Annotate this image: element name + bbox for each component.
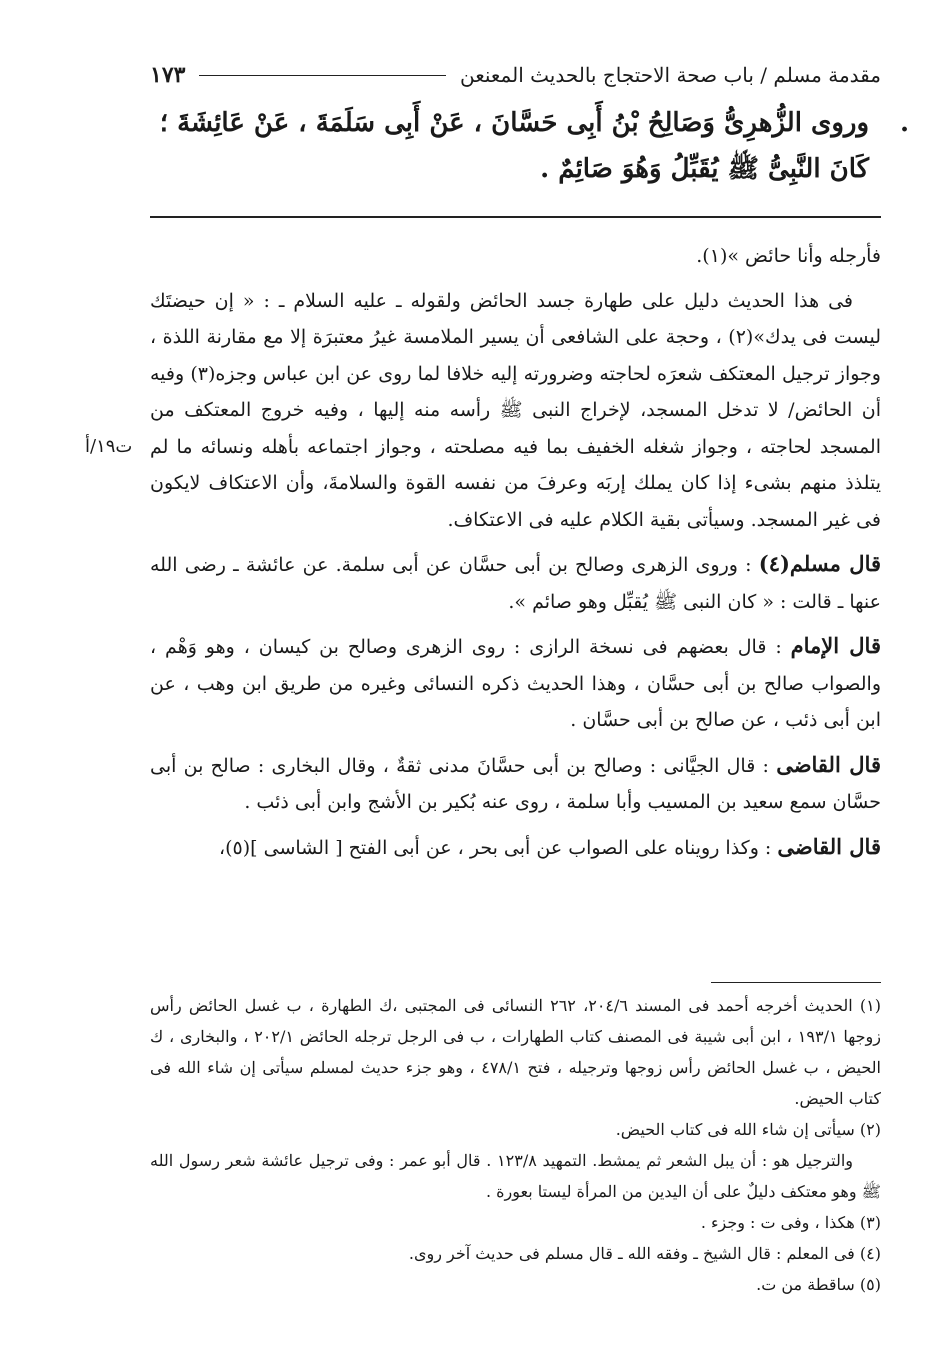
paragraph-lead: قال القاضى [777, 833, 881, 859]
paragraph-4 [150, 628, 881, 739]
header-title: مقدمة مسلم / باب صحة الاحتجاج بالحديث المعنعن [459, 63, 881, 87]
footnote-5: (٥) ساقطة من ت. [756, 1275, 881, 1294]
paragraph-text: : قال الجيَّانى : وصالح بن أبى حسَّانَ مدنى ثقةٌ ، وقال البخارى : صالح بن أبى حسَّان سمع سعيد بن المسيب وأبا سلمة ، روى عنه بُكير بن الأشج وابن أبى ذئب . [150, 754, 881, 813]
paragraph-text: : وروى الزهرى وصالح بن أبى حسَّان عن أبى سلمة. عن عائشة ـ رضى الله عنها ـ قالت : « كان النبى ﷺ يُقبِّل وهو صائم ». [150, 554, 881, 613]
section-divider [150, 216, 881, 218]
running-header [150, 60, 881, 90]
paragraph-lead: قال القاضى [776, 751, 881, 777]
footnote-2: (٢) سيأتى إن شاء الله فى كتاب الحيض. [615, 1120, 881, 1139]
paragraph-text: : وكذا رويناه على الصواب عن أبى بحر ، عن أبى الفتح [ الشاسى ](٥)، [218, 836, 778, 859]
hadith-bullet: . [899, 108, 909, 138]
paragraph-1: فأرجله وأنا حائض »(١). [696, 245, 881, 267]
hadith-text: وروى الزُّهرِىُّ وَصَالِحُ بْنُ أَبِى حَسَّانَ ، عَنْ أَبِى سَلَمَةَ ، عَنْ عَائِشَةَ ؛ كَانَ النَّبِىُّ ﷺ يُقَبِّلُ وَهُوَ صَائِمٌ . [159, 108, 869, 184]
commentary-body [150, 238, 881, 874]
paragraph-5 [150, 747, 881, 821]
footnote-rule [711, 982, 881, 983]
margin-note: ت١٩/أ [85, 436, 133, 457]
footnote-1: (١) الحديث أخرجه أحمد فى المسند ٢٠٤/٦، ٢٦٢ النسائى فى المجتبى ،ك الطهارة ، ب غسل الحائض رأس زوجها ١٩٣/١ ، ابن أبى شيبة فى المصنف كتاب الطهارات ، ب فى الرجل ترجله الحائض ٢٠٢/١ ، والبخارى ، ك الحيض ، ب غسل الحائض رأس زوجها وترجيله ، فتح ٤٧٨/١ ، وهو جزء حديث لمسلم سيأتى إن شاء الله فى كتاب الحيض. [150, 996, 882, 1108]
paragraph-2: فى هذا الحديث دليل على طهارة جسد الحائض ولقوله ـ عليه السلام ـ : « إن حيضتَك ليست فى يدك»(٢) ، وحجة على الشافعى أن يسير الملامسة غيرُ معتبرَة إلا مع مقارنة اللذة ، وجواز ترجيل المعتكف شعرَه لحاجته وضرورته إليه خلافا لما روى عن ابن عباس وجزه(٣) وفيه أن الحائض/ لا تدخل المسجد، لإخراج النبى ﷺ رأسه منه إليها ، وفيه خروج المعتكف من المسجد لحاجته ، وجواز شغله الخفيف بما فيه مصلحته ، وجواز اجتماعه بأهله ونسائه ما لم يتلذذ منهم بشىء إذا كان يملك إربَه وعرفَ من نفسه القوة والسلامةَ، وأن الاعتكاف لايكون فى غير المسجد. وسيأتى بقية الكلام عليه فى الاعتكاف. [150, 289, 881, 531]
paragraph-lead: قال مسلم(٤) [758, 551, 882, 576]
paragraph-text: : قال بعضهم فى نسخة الرازى : روى الزهرى وصالح بن كيسان ، وهو وَهْم ، والصواب صالح بن أبى حسَّان ، وهذا الحديث ذكره النسائى وغيره من طريق ابن وهب ، عن ابن أبى ذئب ، عن صالح بن أبى حسَّان . [150, 636, 881, 731]
paragraph-6 [150, 829, 881, 867]
page-number: ١٧٣ [150, 62, 186, 88]
header-rule [199, 75, 446, 76]
footnotes [150, 990, 881, 1300]
footnote-4: (٤) فى المعلم : قال الشيخ ـ وفقه الله ـ قال مسلم فى حديث آخر روى. [408, 1244, 881, 1263]
footnote-2-continued: والترجيل هو : أن يبل الشعر ثم يمشط. التمهيد ١٢٣/٨ . قال أبو عمر : وفى ترجيل عائشة شعر رسول الله ﷺ وهو معتكف دليلٌ على أن اليدين من المرأة ليستا بعورة . [150, 1151, 881, 1201]
paragraph-lead: قال الإمام [790, 633, 881, 658]
footnote-3: (٣) هكذا ، وفى ت : وجزء . [700, 1213, 881, 1232]
paragraph-3 [150, 546, 881, 620]
